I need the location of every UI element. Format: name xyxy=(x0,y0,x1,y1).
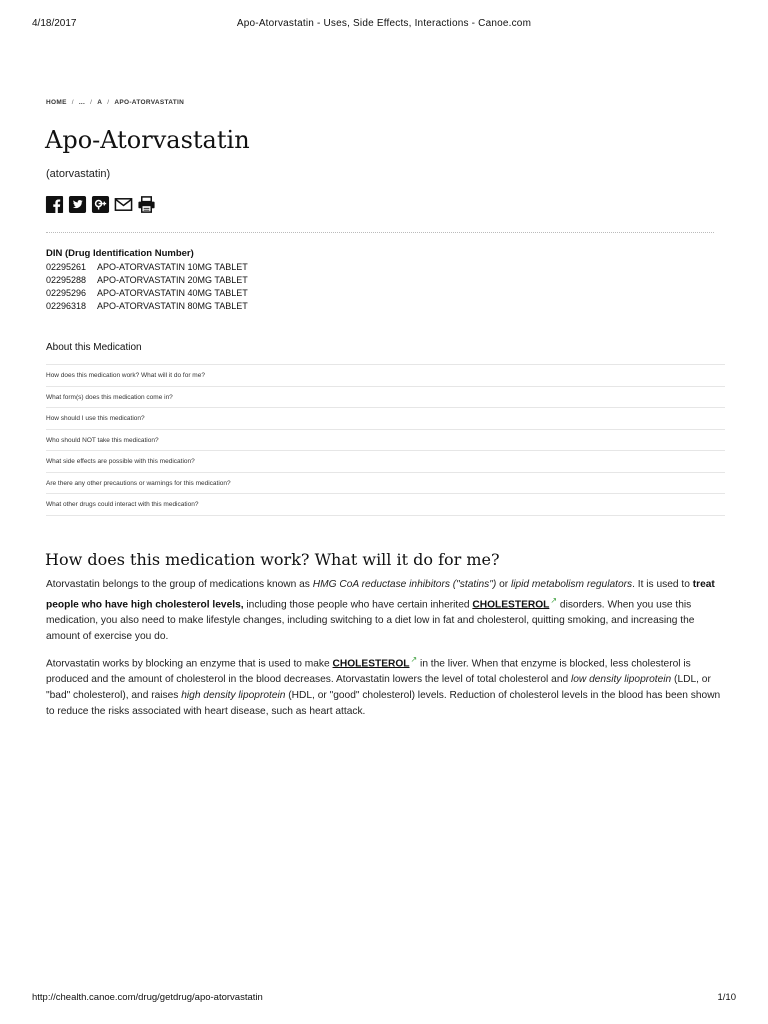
about-link[interactable]: What form(s) does this medication come in? xyxy=(46,387,725,409)
share-toolbar xyxy=(45,195,156,214)
breadcrumb-separator: / xyxy=(71,99,74,106)
generic-name: (atorvastatin) xyxy=(46,168,111,180)
din-row xyxy=(46,261,248,274)
italic-term: high density lipoprotein xyxy=(181,689,286,701)
text-run: (LDL, or "bad" cholesterol), and raises xyxy=(46,674,711,701)
breadcrumb-current: APO-ATORVASTATIN xyxy=(114,99,185,106)
cholesterol-link[interactable]: CHOLESTEROL xyxy=(472,599,550,611)
breadcrumb-separator: / xyxy=(90,99,93,106)
section-heading: How does this medication work? What will it do for me? xyxy=(45,550,500,569)
text-run: . It is used to xyxy=(632,579,693,590)
print-footer xyxy=(32,992,736,1004)
breadcrumb-ellipsis[interactable]: ... xyxy=(78,99,86,106)
din-row xyxy=(46,287,248,300)
text-run: Atorvastatin belongs to the group of medications known as xyxy=(46,579,313,590)
divider xyxy=(46,232,714,233)
body-paragraph xyxy=(46,577,726,645)
italic-term: HMG CoA reductase inhibitors ("statins") xyxy=(312,579,497,590)
text-run: (HDL, or "good" cholesterol) levels. Reduction of cholesterol levels in the blood has been shown to reduce the risks associated with heart disease, such as heart attack. xyxy=(46,689,721,717)
din-product: APO-ATORVASTATIN 40MG TABLET xyxy=(97,288,248,298)
about-medication xyxy=(46,342,725,516)
din-product: APO-ATORVASTATIN 20MG TABLET xyxy=(97,275,248,285)
din-heading: DIN (Drug Identification Number) xyxy=(46,248,194,259)
about-link[interactable]: What side effects are possible with this medication? xyxy=(46,451,725,473)
body-paragraph xyxy=(46,652,726,720)
text-run: Atorvastatin works by blocking an enzyme that is used to make xyxy=(46,658,333,670)
external-link-icon: ↗ xyxy=(550,595,558,605)
italic-term: lipid metabolism regulators xyxy=(510,579,633,590)
about-heading: About this Medication xyxy=(46,342,142,353)
print-header xyxy=(32,18,736,32)
print-document-title: Apo-Atorvastatin - Uses, Side Effects, Interactions - Canoe.com xyxy=(236,18,532,29)
print-date: 4/18/2017 xyxy=(32,18,77,29)
text-run: or xyxy=(496,579,511,590)
din-product: APO-ATORVASTATIN 10MG TABLET xyxy=(97,262,248,272)
breadcrumb xyxy=(46,99,184,106)
about-link[interactable]: Who should NOT take this medication? xyxy=(46,430,725,452)
din-section xyxy=(46,248,248,313)
text-run: including those people who have certain inherited xyxy=(243,599,473,611)
din-row xyxy=(46,274,248,287)
bold-phrase: treat people who have high cholesterol levels, xyxy=(46,579,715,611)
breadcrumb-separator: / xyxy=(107,99,110,106)
email-icon[interactable] xyxy=(114,195,133,214)
facebook-icon[interactable] xyxy=(45,195,64,214)
din-number: 02296318 xyxy=(46,301,87,311)
din-product: APO-ATORVASTATIN 80MG TABLET xyxy=(97,301,248,311)
din-number: 02295261 xyxy=(46,262,87,272)
print-url: http://chealth.canoe.com/drug/getdrug/apo-atorvastatin xyxy=(32,992,263,1003)
text-run: in the liver. When that enzyme is blocked, less cholesterol is produced and the amount of cholesterol in the blood decreases. Atorvastatin lowers the level of total cholesterol and xyxy=(46,658,691,686)
about-links xyxy=(46,364,725,516)
cholesterol-link[interactable]: CHOLESTEROL xyxy=(332,658,410,670)
page-title: Apo-Atorvastatin xyxy=(45,126,250,154)
about-link[interactable]: Are there any other precautions or warnings for this medication? xyxy=(46,473,725,495)
breadcrumb-letter[interactable]: A xyxy=(97,99,103,106)
din-number: 02295296 xyxy=(46,288,87,298)
external-link-icon: ↗ xyxy=(410,655,418,664)
about-link[interactable]: How does this medication work? What will it do for me? xyxy=(46,365,725,387)
italic-term: low density lipoprotein xyxy=(570,674,672,686)
twitter-icon[interactable] xyxy=(68,195,87,214)
din-row xyxy=(46,300,248,313)
breadcrumb-home[interactable]: HOME xyxy=(46,99,67,106)
about-link[interactable]: What other drugs could interact with this medication? xyxy=(46,494,725,516)
google-plus-icon[interactable] xyxy=(91,195,110,214)
page-number: 1/10 xyxy=(717,992,736,1003)
about-link[interactable]: How should I use this medication? xyxy=(46,408,725,430)
din-number: 02295288 xyxy=(46,275,87,285)
print-icon[interactable] xyxy=(137,195,156,214)
text-run: disorders. When you use this medication, you also need to make lifestyle changes, including switching to a diet low in fat and cholesterol, quitting smoking, and increasing the amount of exercise you do. xyxy=(46,599,695,642)
